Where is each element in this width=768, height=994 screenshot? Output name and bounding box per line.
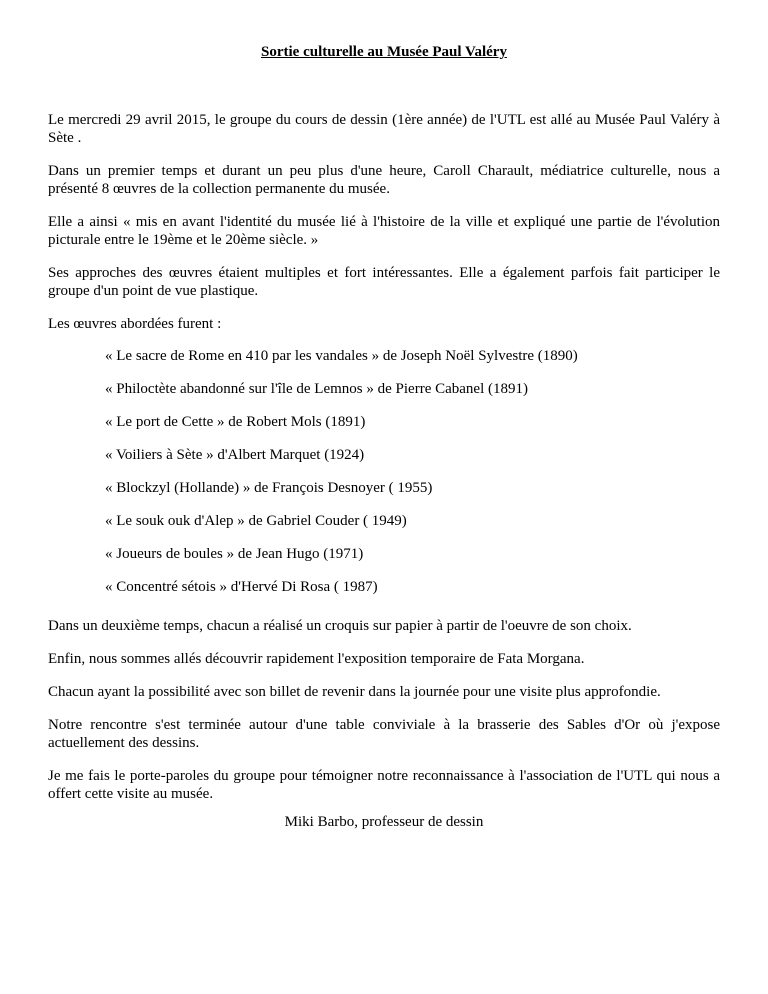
paragraph-return-visit: Chacun ayant la possibilité avec son billet de revenir dans la journée pour une visite plus approfondie. xyxy=(48,684,661,700)
paragraph-brasserie: Notre rencontre s'est terminée autour d'une table conviviale à la brasserie des Sables d'Or où j'expose actuellement des dessins. xyxy=(48,717,720,751)
paragraph-approaches: Ses approches des œuvres étaient multiples et fort intéressantes. Elle a également parfois fait participer le groupe d'un point de vue plastique. xyxy=(48,265,720,299)
paragraph-works-intro: Les œuvres abordées furent : xyxy=(48,316,222,332)
list-item: « Blockzyl (Hollande) » de François Desnoyer ( 1955) xyxy=(105,480,433,496)
list-item: « Joueurs de boules » de Jean Hugo (1971) xyxy=(105,546,364,562)
paragraph-museum-identity: Elle a ainsi « mis en avant l'identité du musée lié à l'histoire de la ville et expliqué une partie de l'évolution picturale entre le 19ème et le 20ème siècle. » xyxy=(48,214,720,248)
paragraph-presentation: Dans un premier temps et durant un peu plus d'une heure, Caroll Charault, médiatrice culturelle, nous a présenté 8 œuvres de la collection permanente du musée. xyxy=(48,163,720,197)
paragraph-thanks: Je me fais le porte-paroles du groupe pour témoigner notre reconnaissance à l'association de l'UTL qui nous a offert cette visite au musée. xyxy=(48,768,720,802)
list-item: « Voiliers à Sète » d'Albert Marquet (1924) xyxy=(105,447,365,463)
list-item: « Le port de Cette » de Robert Mols (1891) xyxy=(105,414,366,430)
document-title: Sortie culturelle au Musée Paul Valéry xyxy=(261,44,507,60)
list-item: « Le sacre de Rome en 410 par les vandales » de Joseph Noël Sylvestre (1890) xyxy=(105,348,578,364)
paragraph-exhibition: Enfin, nous sommes allés découvrir rapidement l'exposition temporaire de Fata Morgana. xyxy=(48,651,585,667)
list-item: « Le souk ouk d'Alep » de Gabriel Couder ( 1949) xyxy=(105,513,407,529)
list-item: « Concentré sétois » d'Hervé Di Rosa ( 1987) xyxy=(105,579,378,595)
paragraph-visit-date: Le mercredi 29 avril 2015, le groupe du cours de dessin (1ère année) de l'UTL est allé au Musée Paul Valéry à Sète . xyxy=(48,112,720,146)
works-list xyxy=(48,347,720,602)
list-item: « Philoctète abandonné sur l'île de Lemnos » de Pierre Cabanel (1891) xyxy=(105,381,528,397)
signature: Miki Barbo, professeur de dessin xyxy=(284,814,484,830)
paragraph-sketch: Dans un deuxième temps, chacun a réalisé un croquis sur papier à partir de l'oeuvre de son choix. xyxy=(48,618,632,634)
